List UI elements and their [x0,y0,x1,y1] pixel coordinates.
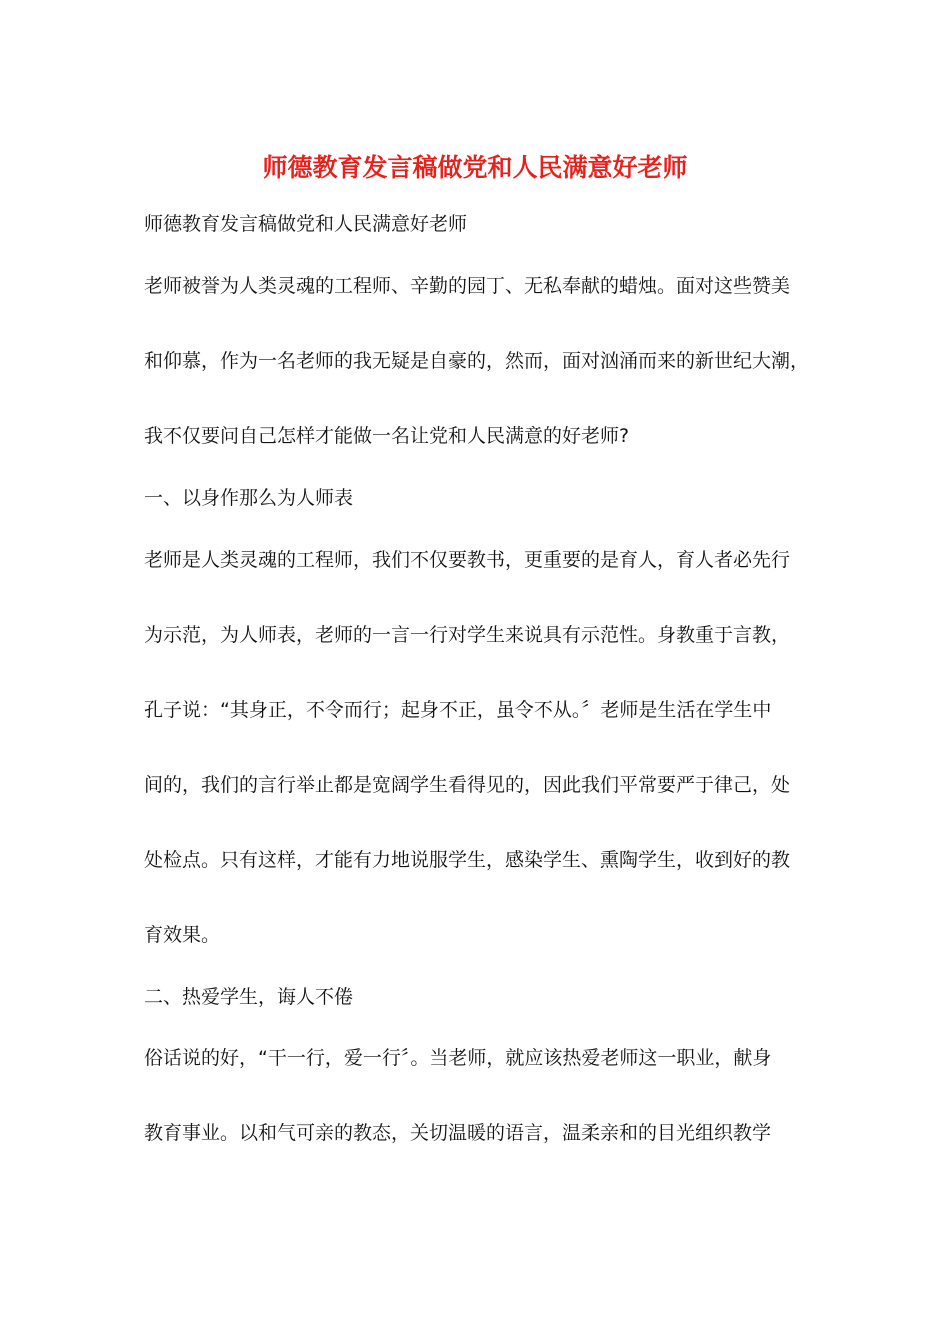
paragraph-line: 育效果。 [144,924,221,946]
section-heading: 二、热爱学生，诲人不倦 [144,986,354,1008]
paragraph-line: 处检点。只有这样，才能有力地说服学生，感染学生、熏陶学生，收到好的教 [144,849,791,871]
paragraph-line: 间的，我们的言行举止都是宽阔学生看得见的，因此我们平常要严于律己，处 [144,774,791,796]
paragraph-line: 和仰慕，作为一名老师的我无疑是自豪的，然而，面对汹涌而来的新世纪大潮， [144,350,810,372]
paragraph-line: 老师是人类灵魂的工程师，我们不仅要教书，更重要的是育人，育人者必先行 [144,549,791,571]
subtitle-line: 师德教育发言稿做党和人民满意好老师 [144,213,468,235]
section-heading: 一、以身作那么为人师表 [144,487,354,509]
paragraph-line: 教育事业。以和气可亲的教态，关切温暖的语言，温柔亲和的目光组织教学 [144,1122,772,1144]
document-title: 师德教育发言稿做党和人民满意好老师 [262,153,688,182]
paragraph-line: 我不仅要问自己怎样才能做一名让党和人民满意的好老师? [144,425,630,447]
paragraph-line: 老师被誉为人类灵魂的工程师、辛勤的园丁、无私奉献的蜡烛。面对这些赞美 [144,275,791,297]
paragraph-line: 俗话说的好，“干一行，爱一行〞。当老师，就应该热爱老师这一职业，献身 [144,1047,772,1069]
paragraph-line: 孔子说：“其身正，不令而行；起身不正，虽令不从。〞老师是生活在学生中 [144,699,772,721]
paragraph-line: 为示范，为人师表，老师的一言一行对学生来说具有示范性。身教重于言教， [144,624,791,646]
